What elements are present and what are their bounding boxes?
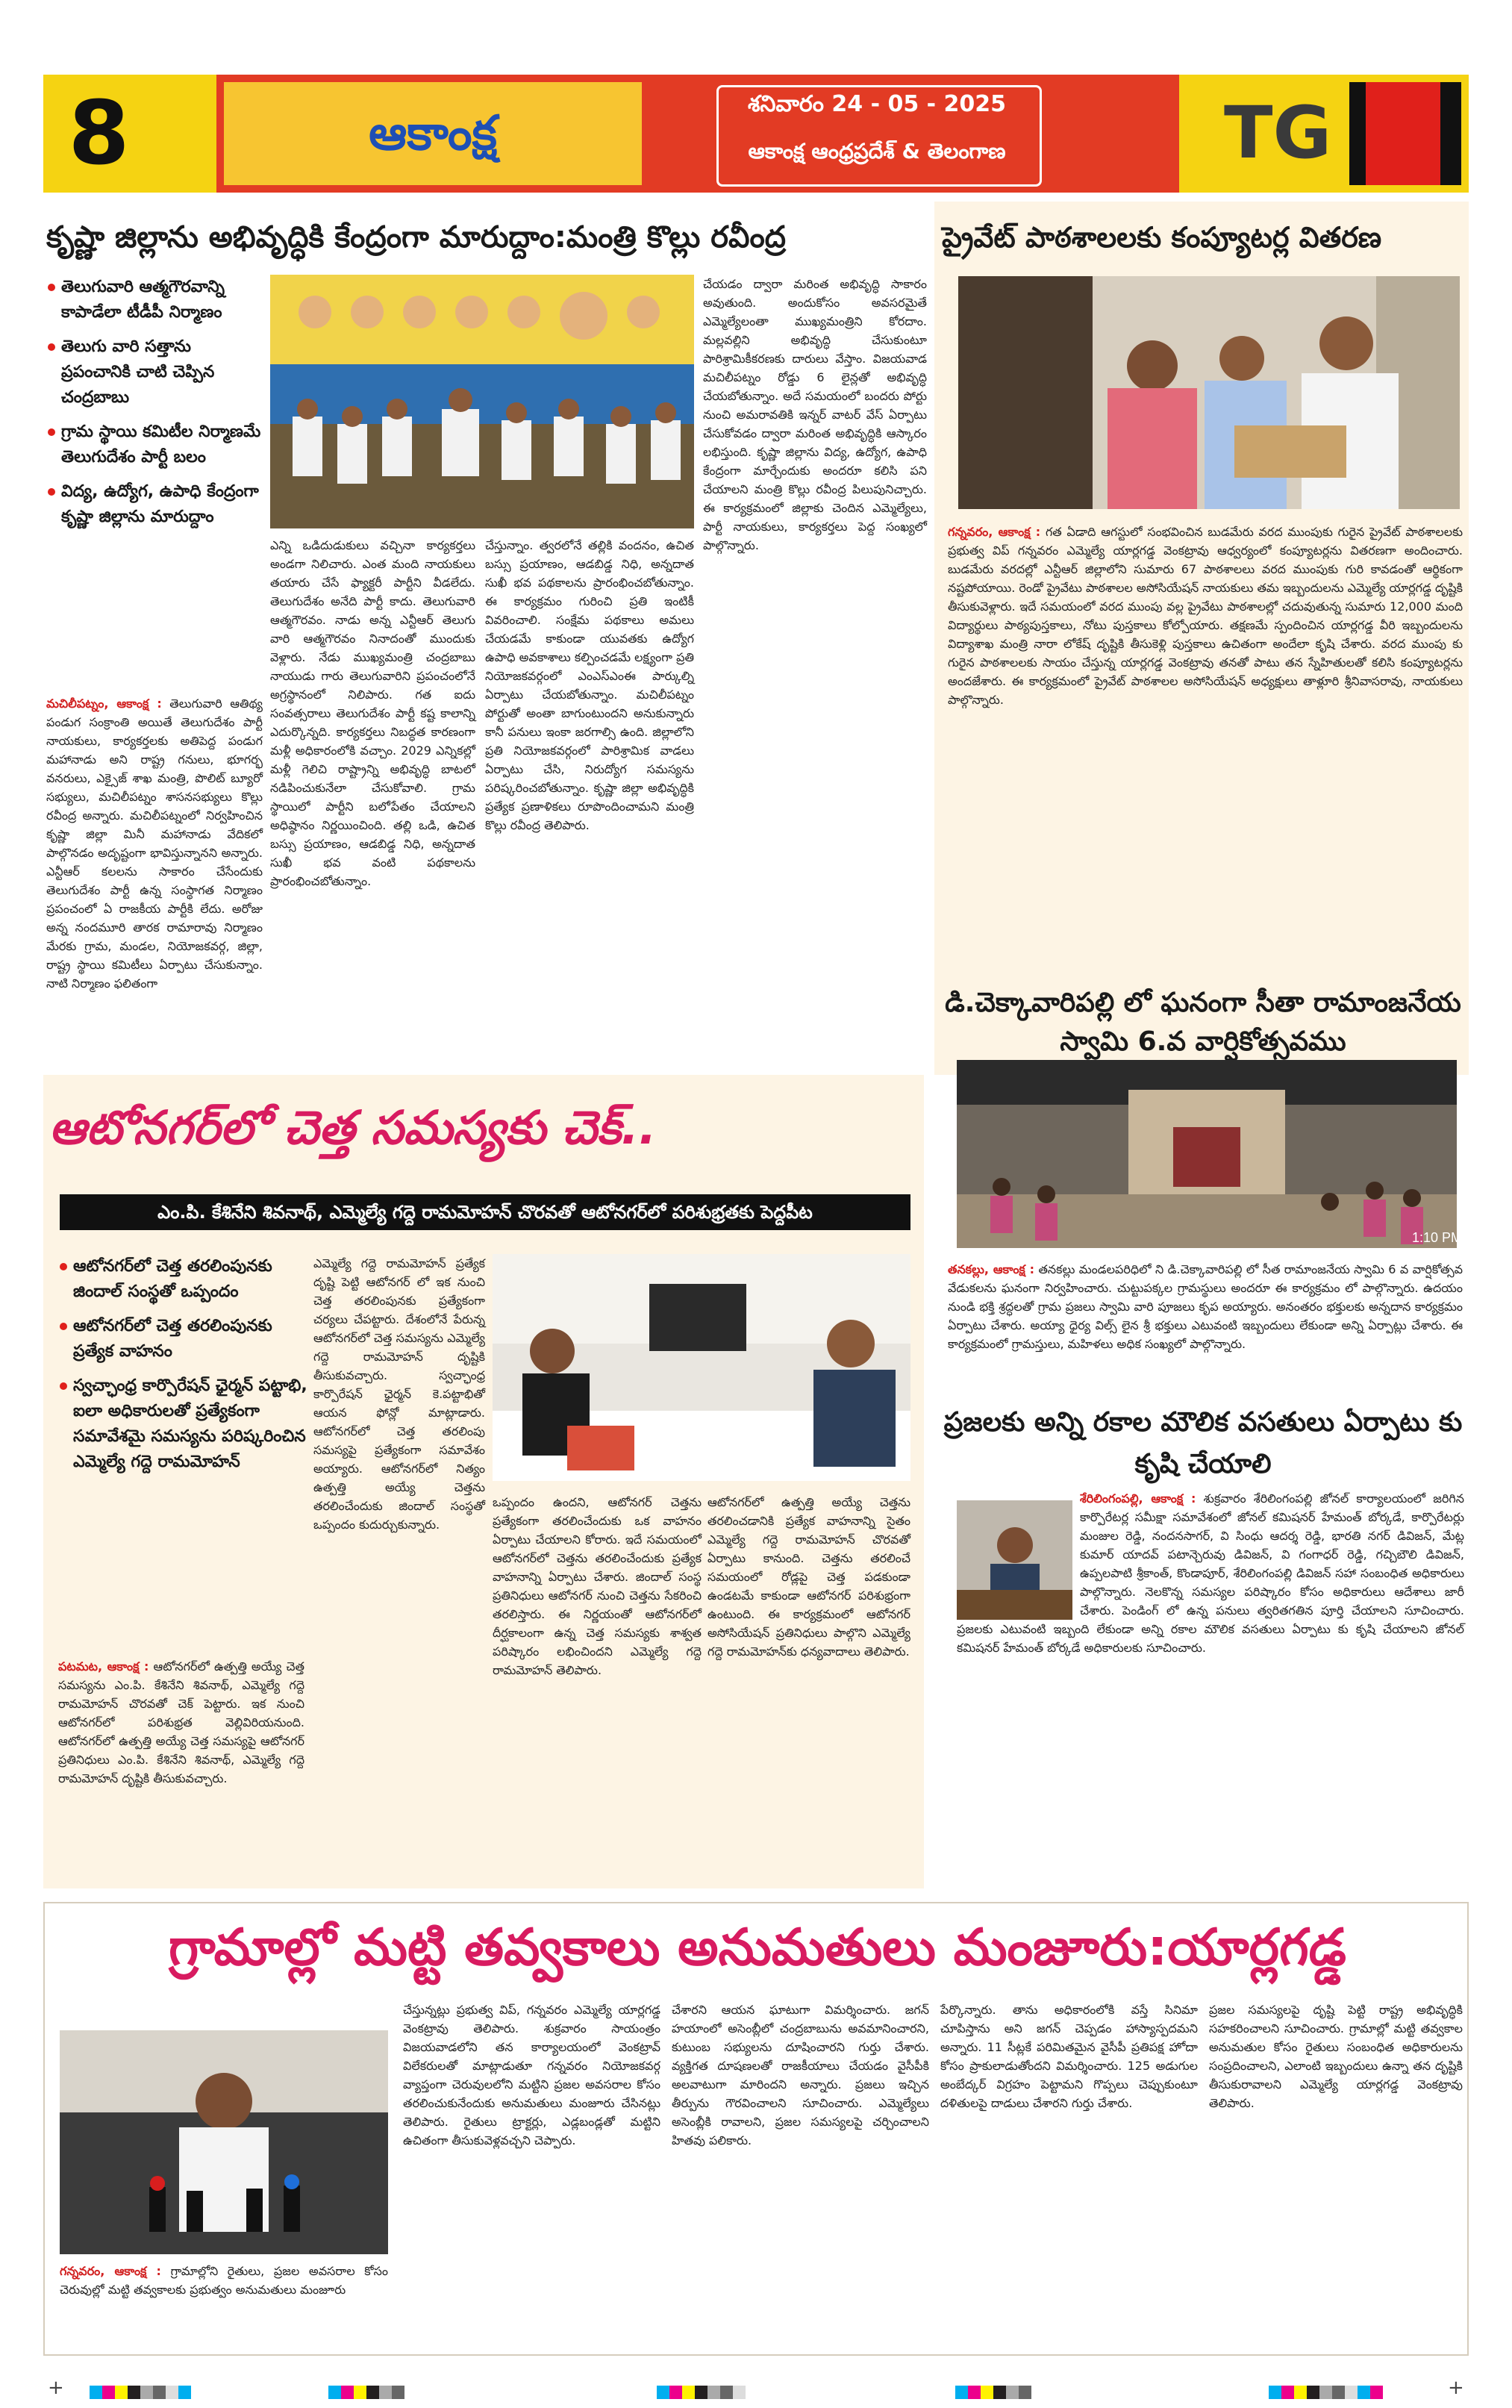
article6-caption-text: గ్రామాల్లోని రైతులు, ప్రజల అవసరాల కోసం చెరువుల్లో మట్టి తవ్వకాలకు ప్రభుత్వం అనుమతులు మంజూరు [60,2264,388,2297]
article5-dateline: పటమట, ఆకాంక్ష : [58,1659,149,1674]
donation-scene-image [958,276,1460,509]
article3-body [948,1260,1463,1353]
registration-cross-icon: + [48,2377,64,2399]
edition-subtitle: ఆకాంక్ష ఆంధ్రప్రదేశ్ & తెలంగాణ [748,139,1006,163]
article1-column [46,694,263,993]
article5-subheadline: ఎం.పి. కేశినేని శివనాథ్, ఎమ్మెల్యే గద్దె రామమోహన్ చొరవతో ఆటోనగర్‌లో పరిశుభ్రతకు పెద్దపీట [60,1194,910,1230]
article6-column: చేస్తున్నట్లు ప్రభుత్వ విప్, గన్నవరం ఎమ్మెల్యే యార్లగడ్డ వెంకట్రావు తెలిపారు. శుక్రవారం సాయంత్రం విజయవాడలోని తన కార్యాలయంలో వెంకట్రావ్ విలేకరులతో మాట్లాడుతూ గన్నవరం నియోజకవర్గ వ్యాప్తంగా చెరువులలోని మట్టిని ప్రజల అవసరాల కోసం తరలించుకునేందుకు అనుమతులు మంజూరు చేసినట్లు తెలిపారు. రైతులు ట్రాక్టర్లు, ఎడ్లబండ్లతో మట్టిని ఉచితంగా తీసుకువెళ్లవచ్చని చెప్పారు. [403,2003,660,2147]
article1-dateline: మచిలీపట్నం, ఆకాంక్ష : [46,696,162,711]
article5-column [58,1657,304,1788]
highlight-item: ఆటోనగర్‌లో చెత్త తరలింపునకు జిందాల్ సంస్థతో ఒప్పందం [58,1254,312,1305]
article1-column: ఎన్ని ఒడిదుడుకులు వచ్చినా కార్యకర్తలు అండగా నిలిచారు. ఎంత మంది నాయకులు తయారు చేసే ఫ్యాక్టరీ పార్టీని వీడలేదు. తెలుగుదేశం అనేది పార్టీ కాదు. తెలుగువారి ఆత్మగౌరవం. నాడు అన్న ఎన్టీఆర్ తెలుగు వారి ఆత్మగౌరవం నినాదంతో ముందుకు వెళ్లారు. నేడు ముఖ్యమంత్రి చంద్రబాబు నాయుడు గారు తెలుగువారిని ప్రపంచంలోనే అగ్రస్థానంలో నిలిపారు. గత ఐదు సంవత్సరాలు తెలుగుదేశం పార్టీ కష్ట కాలాన్ని ఎదుర్కొన్నది. కార్యకర్తలు నిబద్ధత కారణంగా మళ్లీ అధికారంలోకి వచ్చాం. 2029 ఎన్నికల్లో మళ్లీ గెలిచి రాష్ట్రాన్ని అభివృద్ధి బాటలో నడిపించుకునేలా చేసుకోవాలి. గ్రామ స్థాయిలో పార్టీని బలోపేతం చేయాలని అధిష్ఠానం నిర్ణయించింది. తల్లి ఒడి, ఉచిత బస్సు ప్రయాణం, ఆడబిడ్డ నిధి, అన్నదాత సుఖీ భవ వంటి పథకాలను ప్రారంభించబోతున్నాం. [270,538,475,888]
article1-text: తెలుగువారి ఆతిథ్య పండుగ సంక్రాంతి అయితే తెలుగుదేశం పార్టీ నాయకులు, కార్యకర్తలకు అతిపెద్ద పండుగ మహానాడు అని రాష్ట్ర గనులు, భూగర్భ వనరులు, ఎక్సైజ్ శాఖ మంత్రి, పొలిట్ బ్యూరో సభ్యులు, మచిలీపట్నం శాసనసభ్యులు కొల్లు రవీంద్ర అన్నారు. మచిలీపట్నంలో నిర్వహించిన కృష్ణా జిల్లా మినీ మహానాడు వేదికలో పాల్గొనడం అదృష్టంగా భావిస్తున్నానని అన్నారు. ఎన్టీఆర్ కలలను సాకారం చేసేందుకు తెలుగుదేశం పార్టీ ఉన్న సంస్థాగత నిర్మాణం ప్రపంచంలో ఏ రాజకీయ పార్టీకి లేదు. అరోజు అన్న నందమూరి తారక రామారావు నిర్మాణం మేరకు గ్రామ, మండల, నియోజకవర్గ, జిల్లా, రాష్ట్ర స్థాయి కమిటీలు ఏర్పాటు చేసుకున్నాం. నాటి నిర్మాణం ఫలితంగా [46,696,263,991]
page-number: 8 [68,81,130,184]
article6-caption [60,2262,388,2299]
computer-donation-photo [958,276,1460,509]
meeting-room-image [957,1500,1072,1620]
article2-headline: ప్రైవేట్ పాఠశాలలకు కంప్యూటర్ల వితరణ [942,221,1382,254]
temple-festival-photo [957,1060,1463,1248]
meeting-scene-image [270,275,694,528]
registration-cross-icon: + [1448,2377,1464,2399]
highlight-item: తెలుగువారి ఆత్మగౌరవాన్ని కాపాడేలా టీడీపీ నిర్మాణం [46,275,263,325]
highlight-item: విద్య, ఉద్యోగ, ఉపాధి కేంద్రంగా కృష్ణా జిల్లాను మారుద్దాం [46,479,263,530]
article4-text: శుక్రవారం శేరిలింగంపల్లి జోనల్ కార్యాలయంలో జరిగిన కార్పొరేటర్ల సమీక్షా సమావేశంలో జోనల్ కమిషనర్ హేమంత్ బోర్కడే, కార్పొరేటర్లు మంజుల రెడ్డి, నందనసాగర్, వి సింధు ఆదర్శ రెడ్డి, భారతి నగర్ డివిజన్, మేట్ల కుమార్ యాదవ్ పటాన్చెరువు డివిజన్, వి గంగాధర్ రెడ్డి, గచ్చిబౌలి డివిజన్, ఉప్పలపాటి శ్రీకాంత్, కొండాపూర్, శేరిలింగంపల్లి డివిజన్ సహా సంబంధిత అధికారులు పాల్గొన్నారు. నెలకొన్న సమస్యల పరిష్కారం కోసం అధికారులు ఆదేశాలు జారీ చేశారు. పెండింగ్ లో ఉన్న పనులు త్వరితగతిన పూర్తి చేయాలని సూచించారు. ప్రజలకు ఎటువంటి ఇబ్బంది లేకుండా అన్ని రకాల మౌలిక వసతులు ఏర్పాటు కు కృషి చేయాలని జోనల్ కమిషనర్ హేమంత్ బోర్కడే అధికారులకు సూచించారు. [957,1491,1464,1655]
color-registration-strip [657,2386,746,2399]
color-registration-strip [328,2386,404,2399]
article1-column: చేయడం ద్వారా మరింత అభివృద్ధి సాకారం అవుతుంది. అందుకోసం అవసరమైతే ఎమ్మెల్యేలంతా ముఖ్యమంత్రిని కోరదాం. మల్లవల్లిని అభివృద్ధి చేసుకుంటూ పారిశ్రామికీకరణకు దారులు వేస్తాం. విజయవాడ మచిలీపట్నం రోడ్డు 6 లైన్లతో అభివృద్ధి చేయబోతున్నాం. అదే సమయంలో బందరు పోర్టు నుంచి అమరావతికి ఇన్నర్ వాటర్ వేస్ ఏర్పాటు చేసుకోవడం ద్వారా మరింత అభివృద్ధికి ఆస్కారం లభిస్తుంది. కృష్ణా జిల్లాను విద్య, ఉద్యోగ, ఉపాధి కేంద్రంగా మార్చేందుకు అందరూ కలిసి పని చేయాలని మంత్రి కొల్లు రవీంద్ర పిలుపునిచ్చారు. ఈ కార్యక్రమంలో జిల్లాకు చెందిన ఎమ్మెల్యేలు, పార్టీ నాయకులు, కార్యకర్తలు పెద్ద సంఖ్యలో పాల్గొన్నారు. [703,277,927,552]
article2-text: గత ఏడాది ఆగస్టులో సంభవించిన బుడమేరు వరద ముంపుకు గురైన ప్రైవేట్ పాఠశాలలకు ప్రభుత్వ విప్ గన్నవరం ఎమ్మెల్యే యార్లగడ్డ వెంకట్రావు ఆధ్వర్యంలో కంప్యూటర్లను వితరణగా అందించారు. బుడమేరు వరదల్లో ఎన్టీఆర్ జిల్లాలోని సుమారు 67 పాఠశాలలు వరద ముంపుకు గురి కావడంతో ఆర్థికంగా నష్టపోయాయి. రెండో ప్రైవేటు పాఠశాలల అసోసియేషన్ నాయకులు తమ ఇబ్బందులను ఎమ్మెల్యే యార్లగడ్డ దృష్టికి తీసుకువెళ్లారు. ఇదే సమయంలో వరద ముంపు వల్ల ప్రైవేటు పాఠశాలల్లో చదువుతున్న సుమారు 12,000 మంది విద్యార్థులు పాఠ్యపుస్తకాలు, నోటు పుస్తకాలు కోల్పోయారు. తక్షణమే స్పందించిన యార్లగడ్డ వీరి ఇబ్బందులను విద్యాశాఖ మంత్రి నారా లోకేష్ దృష్టికి తీసుకెళ్లి పుస్తకాలు ఉచితంగా అందేలా కృషి చేశారు. వరద ముంపు కు గురైన పాఠశాలలకు సాయం చేస్తున్న యార్లగడ్డ వెంకట్రావు తనతో పాటు తన స్నేహితులతో కలిసి కంప్యూటర్లను అందజేశారు. ఈ కార్యక్రమంలో ప్రైవేట్ పాఠశాలల అసోసియేషన్ అధ్యక్షులు తాళ్లూరి శ్రీనివాసరావు, నాయకులు పాల్గొన్నారు. [948,525,1463,707]
article3-headline: డి.చెక్కావారిపల్లి లో ఘనంగా సీతా రామాంజనేయ స్వామి 6.వ వార్షికోత్సవము [945,988,1461,1057]
article5-headline: ఆటోనగర్‌లో చెత్త సమస్యకు చెక్.. [49,1100,657,1155]
color-registration-strip [955,2386,1031,2399]
article3-text: తనకల్లు మండలపరిధిలో ని డి.చెక్కావారిపల్లి లో సీత రామాంజనేయ స్వామి 6 వ వార్షికోత్సవ వేడుకలను ఘనంగా నిర్వహించారు. చుట్టుపక్కల గ్రామస్థులు అందరూ ఈ కార్యక్రమం లో పాల్గొన్నారు. ఉదయం నుండి భక్తి శ్రద్ధలతో గ్రామ ప్రజలు స్వామి వారి పూజలు కృప అయ్యారు. అనంతరం భక్తులకు అన్నదాన కార్యక్రమం ఏర్పాటు చేశారు. అయ్యా ధైర్య విల్స్ లైన శ్రీ భక్తులు ఎటువంటి ఇబ్బందులు లేకుండా అన్ని ఏర్పాట్లు చేశారు. ఈ కార్యక్రమంలో గ్రామస్తులు, మహిళలు అధిక సంఖ్యలో పాల్గొన్నారు. [948,1262,1463,1351]
article5-text: ఆటోనగర్‌లో ఉత్పత్తి అయ్యే చెత్త సమస్యను ఎం.పి. కేశినేని శివనాథ్, ఎమ్మెల్యే గద్దె రామమోహన్ చొరవతో చెక్ పెట్టారు. ఇక నుంచి ఆటోనగర్‌లో పరిశుభ్రత వెల్లివిరియనుంది. ఆటోనగర్‌లో ఉత్పత్తి అయ్యే చెత్త సమస్యపై ఆటోనగర్ ప్రతినిధులు ఎం.పి. కేశినేని శివనాథ్, ఎమ్మెల్యే గద్దె రామమోహన్ దృష్టికి తీసుకువచ్చారు. [58,1659,304,1785]
color-registration-strip [1269,2386,1383,2399]
color-registration-strip [90,2386,191,2399]
article5-highlights [58,1254,312,1484]
article1-column: చేస్తున్నాం. త్వరలోనే తల్లికి వందనం, ఉచిత బస్సు ప్రయాణం, ఆడబిడ్డ నిధి, అన్నదాత సుఖీ భవ పథకాలను ప్రారంభించబోతున్నాం. ఈ కార్యక్రమం గురించి ప్రతి ఇంటికీ వివరించాలి. సంక్షేమ పథకాలు అమలు చేయడమే కాకుండా యువతకు ఉద్యోగ ఉపాధి అవకాశాలు కల్పించడమే లక్ష్యంగా ప్రతి నియోజకవర్గంలో ఎంఎస్ఎంఈ పార్కుల్ని ఏర్పాటు చేయబోతున్నాం. మచిలీపట్నం పోర్టుతో అంతా బాగుంటుందని అనుకున్నారు కానీ పనులు ఇంకా జరగాల్సి ఉంది. జిల్లాలోని ప్రతి నియోజకవర్గంలో పారిశ్రామిక వాడలు ఏర్పాటు చేసి, నిరుద్యోగ సమస్యను పరిష్కరించబోతున్నాం. కృష్ణా జిల్లా అభివృద్ధికి ప్రత్యేక ప్రణాళికలు రూపొందించామని మంత్రి కొల్లు రవీంద్ర తెలిపారు. [485,538,694,832]
press-meet-photo [60,2030,388,2254]
highlight-item: గ్రామ స్థాయి కమిటీల నిర్మాణమే తెలుగుదేశం పార్టీ బలం [46,419,263,470]
article5-column: ఎమ్మెల్యే గద్దె రామమోహన్ ప్రత్యేక దృష్టి పెట్టి ఆటోనగర్ లో ఇక నుంచి చెత్త తరలింపునకు ప్రత్యేకంగా చర్యలు చేపట్టారు. దేశంలోనే పేరున్న ఆటోనగర్‌లో చెత్త సమస్యను ఎమ్మెల్యే గద్దె రామమోహన్ దృష్టికి తీసుకువచ్చారు. స్వచ్ఛాంధ్ర కార్పొరేషన్ ఛైర్మన్ కె.పట్టాభితో ఆయన ఫోన్లో మాట్లాడారు. ఆటోనగర్‌లో చెత్త తరలింపు సమస్యపై ప్రత్యేకంగా సమావేశం అయ్యారు. ఆటోనగర్‌లో నిత్యం ఉత్పత్తి అయ్యే చెత్తను తరలించేందుకు జిందాల్ సంస్థతో ఒప్పందం కుదుర్చుకున్నారు. [313,1256,485,1532]
commissioner-photo [957,1500,1072,1620]
article4-headline: ప్రజలకు అన్ని రకాల మౌలిక వసతులు ఏర్పాటు కు కృషి చేయాలి [943,1407,1463,1479]
article6-column: చేశారని ఆయన ఘాటుగా విమర్శించారు. జగన్ హయాంలో అసెంబ్లీలో చంద్రబాబును అవమానించారని, కుటుంబ సభ్యులను దూషించారని గుర్తు చేశారు. వ్యక్తిగత దూషణలతో రాజకీయాలు చేయడం వైసీపీకి అలవాటుగా మారిందని అన్నారు. ప్రజలు ఇచ్చిన తీర్పును గౌరవించాలని సూచించారు. ఎమ్మెల్యేలు అసెంబ్లీకి రావాలని, ప్రజల సమస్యలపై చర్చించాలని హితవు పలికారు. [672,2003,929,2147]
issue-date: శనివారం 24 - 05 - 2025 [747,91,1007,117]
article1-headline: కృష్ణా జిల్లాను అభివృద్ధికి కేంద్రంగా మారుద్దాం:మంత్రి కొల్లు రవీంద్ర [46,220,786,255]
newspaper-logo: ఆకాంక్ష [369,106,497,161]
temple-scene-image [957,1060,1463,1248]
article5-column: ఆటోనగర్‌లో ఉత్పత్తి అయ్యే చెత్తను తరలించడానికి ప్రత్యేక వాహనాన్ని సైతం ఎమ్మెల్యే గద్దె రామమోహన్ చొరవతో ఏర్పాటు కానుంది. చెత్తను తరలించే సమయంలో రోడ్లపై చెత్త పడకుండా ఉండటమే కాకుండా ఆటోనగర్ పరిశుభ్రంగా ఉంటుంది. ఈ కార్యక్రమంలో ఆటోనగర్ అసోసియేషన్ ప్రతినిధులు పాల్గొని ఎమ్మెల్యే గద్దె రామమోహన్‌కు ధన్యవాదాలు తెలిపారు. [707,1495,910,1659]
press-meet-image [60,2030,388,2254]
article6-headline: గ్రామాల్లో మట్టి తవ్వకాలు అనుమతులు మంజూరు:యార్లగడ్డ [169,1918,1346,1977]
article6-column: ప్రజల సమస్యలపై దృష్టి పెట్టి రాష్ట్ర అభివృద్ధికి సహకరించాలని సూచించారు. గ్రామాల్లో మట్టి తవ్వకాల అనుమతుల కోసం రైతులు సంబంధిత అధికారులను సంప్రదించాలని, ఎలాంటి ఇబ్బందులు ఉన్నా తన దృష్టికి తీసుకురావాలని ఎమ్మెల్యే యార్లగడ్డ వెంకట్రావు తెలిపారు. [1209,2003,1463,2110]
article1-highlights [46,275,263,539]
article4-dateline: శేరిలింగంపల్లి, ఆకాంక్ష : [1080,1491,1196,1506]
corner-red-block [1366,82,1440,185]
highlight-item: ఆటోనగర్‌లో చెత్త తరలింపునకు ప్రత్యేక వాహనం [58,1314,312,1364]
article2-body [948,523,1463,709]
office-meeting-image [493,1254,910,1481]
photo-timestamp: 1:10 PM [1412,1230,1463,1245]
mla-meeting-photo [493,1254,910,1481]
article6-dateline: గన్నవరం, ఆకాంక్ష : [60,2264,161,2278]
article2-dateline: గన్నవరం, ఆకాంక్ష : [948,525,1041,539]
highlight-item: స్వచ్ఛాంధ్ర కార్పొరేషన్ ఛైర్మన్ పట్టాభి, ఐలా అధికారులతో ప్రత్యేకంగా సమావేశమై సమస్యను పరిష్కరించిన ఎమ్మెల్యే గద్దె రామమోహన్ [58,1373,312,1475]
article6-column: పేర్కొన్నారు. తాను అధికారంలోకి వస్తే సినిమా చూపిస్తాను అని జగన్ చెప్పడం హాస్యాస్పదమని అన్నారు. 11 సీట్లకే పరిమితమైన వైసీపీ ప్రతిపక్ష హోదా కోసం ప్రాకులాడుతోందని విమర్శించారు. 125 అడుగుల అంబేద్కర్ విగ్రహం పెట్టామని గొప్పలు చెప్పుకుంటూ దళితులపై దాడులు చేశారని గుర్తు చేశారు. [940,2003,1198,2110]
article5-column: ఒప్పందం ఉందని, ఆటోనగర్ చెత్తను ప్రత్యేకంగా తరలించేందుకు ఒక వాహనం ఏర్పాటు చేయాలని కోరారు. ఇదే సమయంలో ఆటోనగర్‌లో చెత్తను తరలించేందుకు ప్రత్యేక వాహనాన్ని ఏర్పాటు చేశారు. జిందాల్ సంస్థ ప్రతినిధులు ఆటోనగర్ నుంచి చెత్తను సేకరించి తరలిస్తారు. ఈ నిర్ణయంతో ఆటోనగర్‌లో దీర్ఘకాలంగా ఉన్న చెత్త సమస్యకు శాశ్వత పరిష్కారం లభించిందని ఎమ్మెల్యే గద్దె రామమోహన్ తెలిపారు. [493,1495,702,1677]
highlight-item: తెలుగు వారి సత్తాను ప్రపంచానికి చాటి చెప్పిన చంద్రబాబు [46,334,263,411]
party-meeting-photo [270,275,694,528]
edition-code: TG [1224,91,1332,175]
article3-dateline: తనకల్లు, ఆకాంక్ష : [948,1262,1035,1276]
